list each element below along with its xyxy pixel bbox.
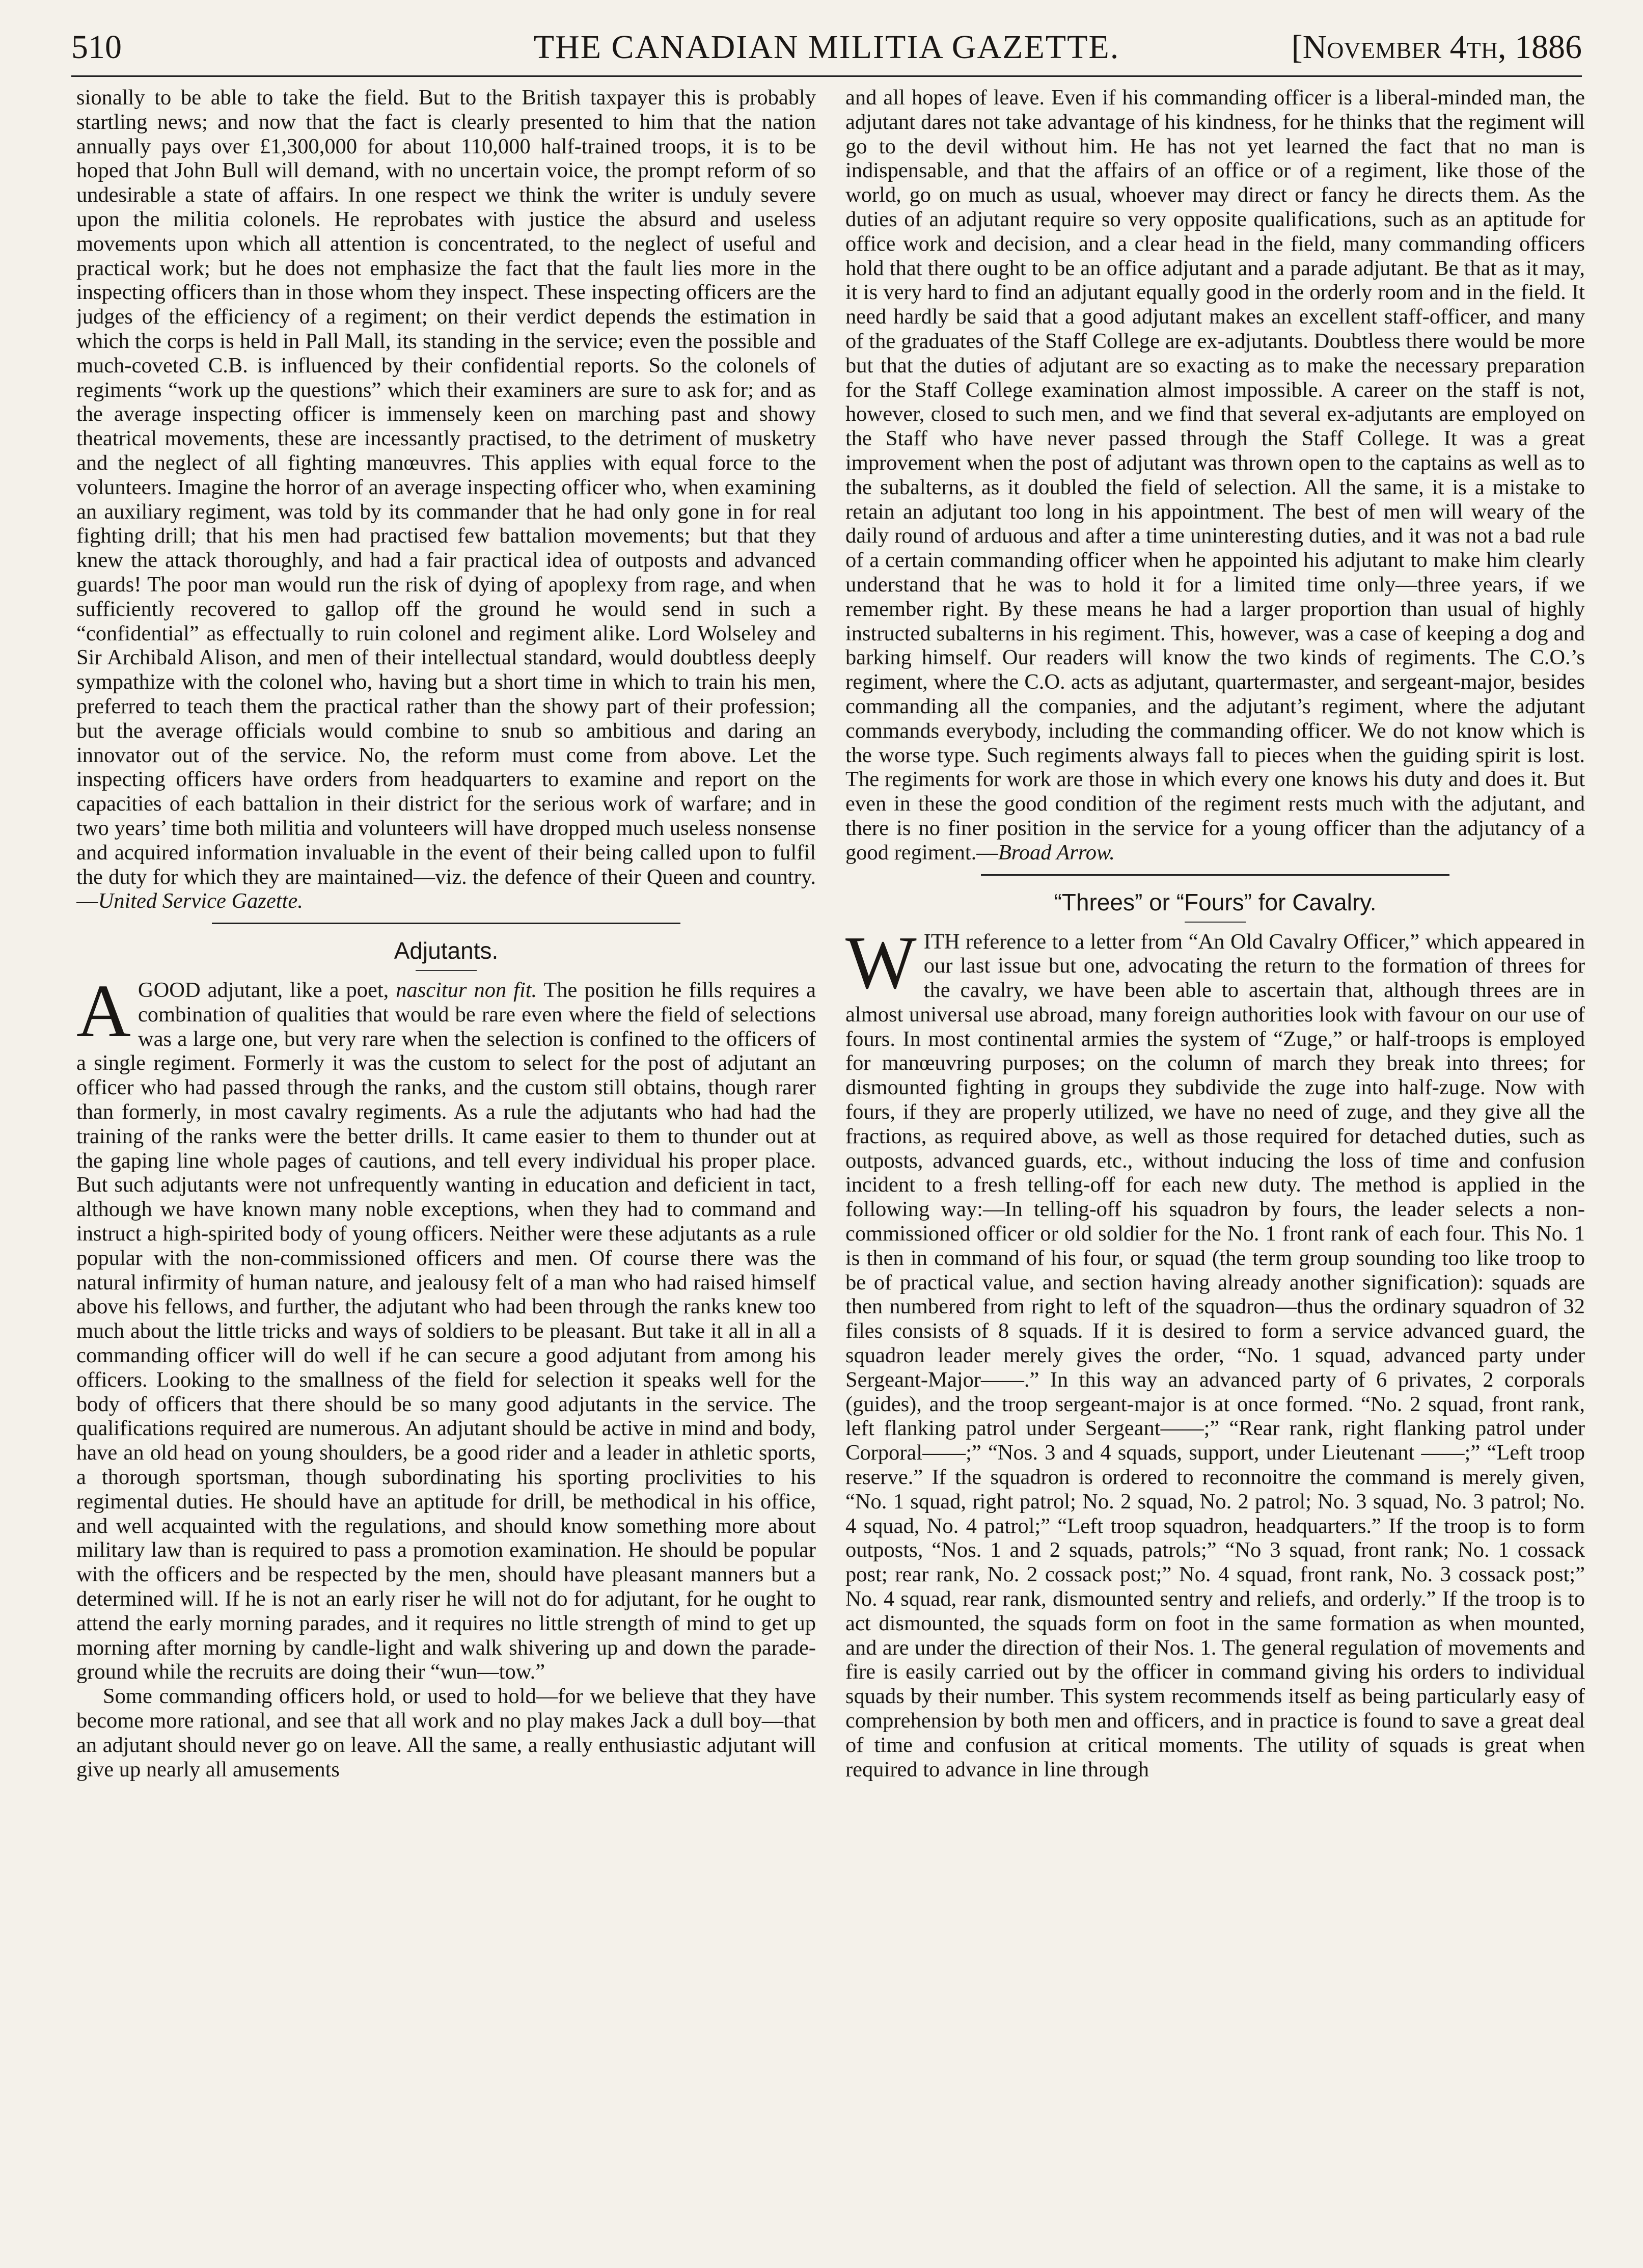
adjutants-para1-rest: The position he fills requires a combination of qualities that would be rare even where the field of selections was a large one, but very rare when the selection is confined to the officers of a single regiment. Formerly it was the custom to select for the post of adjutant an officer who had passed through the ranks, and the custom still obtains, though rarer than formerly, in most cavalry regiments. As a rule the adjutants who had had the training of the ranks were the better drills. It came easier to them to thunder out at the gaping line whole pages of cautions, and tell every individual his proper place. But such adjutants were not unfrequently wanting in education and deficient in tact, although we have known many noble exceptions, when they had to command and instruct a high-spirited body of young officers. Neither were these adjutants as a rule popular with the non-commissioned officers and men. Of course there was the natural infirmity of human nature, and jealousy felt of a man who had raised himself above his fellows, and further, the adjutant who had been through the ranks knew too much about the little tricks and ways of soldiers to be pleasant. But take it all in all a commanding officer will do well if he can secure a good adjutant from among his officers. Looking to the smallness of the field for selection it speaks well for the body of officers that there should be so many good adjutants in the service. The qualifications required are numerous. An adjutant should be active in mind and body, have an old head on young shoulders, be a good rider and a leader in athletic sports, a thorough sportsman, though subordinating his sporting proclivities to his regimental duties. He should have an aptitude for drill, be methodical in his office, and well acquainted with the regulations, and should know something more about military law than is required to pass a promotion examination. He should be popular with the officers and be respected by the men, should have pleasant manners but a determined will. If he is not an early riser he will not do for adjutant, for he ought to attend the early morning parades, and it requires no little strength of mind to get up morning after morning by candle-light and walk shivering up and down the parade-ground while the recruits are doing their “wun—tow.” [76,978,816,1684]
heading-underline [416,970,477,971]
page-header [71,19,1582,77]
page-number: 510 [71,29,122,66]
cavalry-heading: “Threes” or “Fours” for Cavalry. [1054,888,1377,915]
adjutants-source: Broad Arrow. [998,840,1115,865]
left-column [76,86,816,2251]
intro-text: sionally to be able to take the field. But to the British taxpayer this is probably startling news; and now that the fact is clearly presented to him that the nation annually pays over £1,300,000 for about 110,000 half-trained troops, it is to be hoped that John Bull will demand, with no uncertain voice, the prompt reform of so undesirable a state of affairs. In one respect we think the writer is unduly severe upon the militia colonels. He reprobates with justice the absurd and useless movements upon which all attention is concentrated, to the neglect of useful and practical work; but he does not emphasize the fact that the fault lies more in the inspecting officers than in those whom they inspect. These inspecting officers are the judges of the efficiency of a regiment; on their verdict depends the estimation in which the corps is held in Pall Mall, its standing in the service; even the possible and much-coveted C.B. is influenced by their confidential reports. So the colonels of regiments “work up the questions” which their examiners are sure to ask for; and as the average inspecting officer is immensely keen on marching past and showy theatrical movements, these are incessantly practised, to the detriment of musketry and the neglect of all fighting manœuvres. This applies with equal force to the volunteers. Imagine the horror of an average inspecting officer who, when examining an auxiliary regiment, was told by its commander that he had only gone in for real fighting drill; that his men had practised few battalion movements; but that they knew the attack thoroughly, and had a fair practical idea of outposts and advanced guards! The poor man would run the risk of dying of apoplexy from rage, and when sufficiently recovered to gallop off the ground he would send in such a “confidential” as effectually to ruin colonel and regiment alike. Lord Wolseley and Sir Archibald Alison, and men of their intellectual standard, would doubtless deeply sympathize with the colonel who, having but a short time in which to train his men, preferred to teach them the practical rather than the showy part of their profession; but the average officials would combine to snub so ambitious and daring an innovator out of the service. No, the reform must come from above. Let the inspecting officers have orders from headquarters to examine and report on the capacities of each battalion in their district for the serious work of warfare; and in two years’ time both militia and volunteers will have dropped much useless nonsense and acquired information invaluable in the event of their being called upon to fulfil the duty for which they are maintained—viz. the defence of their Queen and country.— [76,86,816,913]
intro-source: United Service Gazette. [98,889,303,913]
right-column [845,86,1585,2251]
section-rule [212,923,680,924]
issue-date: [November 4th, 1886 [1291,29,1582,66]
adjutants-para1-start: GOOD adjutant, like a poet, [138,978,396,1003]
adjutants-paragraph-1 [76,969,816,1684]
cavalry-paragraph [845,921,1585,1782]
adjutants-paragraph-2: Some commanding officers hold, or used to hold—for we believe that they have become more rational, and see that all work and no play makes Jack a dull boy—that an adjutant should never go on leave. All the same, a really enthusiastic adjutant will give up nearly all amusements [76,1684,816,1781]
cavalry-body: ITH reference to a letter from “An Old Cavalry Officer,” which appeared in our last issue but one, advocating the return to the formation of threes for the cavalry, we have been able to ascertain that, although threes are in almost universal use abroad, many foreign authorities look with favour on our use of fours. In most continental armies the system of “Zuge,” or half-troops is employed for manœuvring purposes; on the column of march they break into threes; for dismounted fighting in groups they subdivide the zuge into half-zuge. Now with fours, if they are properly utilized, we have no need of zuge, and they give all the fractions, as required above, as well as those required for detached duties, such as outposts, advanced guards, etc., without inducing the loss of time and confusion incident to a fresh telling-off for each new duty. The method is applied in the following way:—In telling-off his squadron by fours, the leader selects a non-commissioned officer or old soldier for the No. 1 front rank of each four. This No. 1 is then in command of his four, or squad (the term group sounding too like troop to be of practical value, and section having already another signification): squads are then numbered from right to left of the squadron—thus the ordinary squadron of 32 files consists of 8 squads. If it is desired to form a service advanced guard, the squadron leader merely gives the order, “No. 1 squad, advanced party under Sergeant-Major——.” In this way an advanced party of 6 privates, 2 corporals (guides), and the troop sergeant-major is at once formed. “No. 2 squad, front rank, left flanking patrol under Sergeant——;” “Rear rank, right flanking patrol under Corporal——;” “Nos. 3 and 4 squads, support, under Lieutenant ——;” “Left troop reserve.” If the squadron is ordered to reconnoitre the command is merely given, “No. 1 squad, right patrol; No. 2 squad, No. 2 patrol; No. 3 squad, No. 3 patrol; No. 4 squad, No. 4 patrol;” “Left troop squadron, headquarters.” If the troop is to form outposts, “Nos. 1 and 2 squads, patrols;” “No 3 squad, front rank; No. 1 cossack post; rear rank, No. 2 cossack post;” No. 4 squad, front rank, No. 3 cossack post;” No. 4 squad, rear rank, dismounted sentry and reliefs, and orderly.” If the troop is to act dismounted, the squads form on foot in the same formation as when mounted, and are under the direction of their Nos. 1. The general regulation of movements and fire is easily carried out by the officer in command giving his orders to individual squads by their number. This system recommends itself as being particularly easy of comprehension by both men and officers, and in practice is found to save a great deal of time and confusion at critical moments. The utility of squads is great when required to advance in line through [845,929,1585,1781]
section-rule [981,874,1449,876]
adjutants-continued-paragraph [845,86,1585,865]
masthead-title: THE CANADIAN MILITIA GAZETTE. [533,29,1120,66]
adjutants-drop-cap: A [76,969,131,1054]
adjutants-latin-phrase: nascitur non fit. [396,978,537,1003]
adjutants-heading: Adjutants. [394,937,499,964]
article-intro-paragraph [76,86,816,913]
heading-underline [1185,922,1246,923]
adjutants-continued-text: and all hopes of leave. Even if his commanding officer is a liberal-minded man, the adjutant dares not take advantage of his kindness, for he thinks that the regiment will go to the devil without him. He has not yet learned the fact that no man is indispensable, and that the affairs of an office or of a regiment, like those of the world, go on much as usual, whoever may direct or fancy he directs them. As the duties of an adjutant require so very opposite qualifications, such as an aptitude for office work and decision, and a clear head in the field, many commanding officers hold that there ought to be an office adjutant and a parade adjutant. Be that as it may, it is very hard to find an adjutant equally good in the orderly room and in the field. It need hardly be said that a good adjutant makes an excellent staff-officer, and many of the graduates of the Staff College are ex-adjutants. Doubtless there would be more but that the duties of adjutant are so exacting as to make the necessary preparation for the Staff College examination almost impossible. A career on the staff is not, however, closed to such men, and we find that several ex-adjutants are employed on the Staff who have never passed through the Staff College. It was a great improvement when the post of adjutant was thrown open to the captains as well as to the subalterns, as it doubled the field of selection. All the same, it is a mistake to retain an adjutant too long in his appointment. The best of men will weary of the daily round of arduous and after a time uninteresting duties, and it was not a bad rule of a certain commanding officer when he appointed his adjutant to make him clearly understand that he was to hold it for a limited time only—three years, if we remember right. By these means he had a larger proportion than usual of highly instructed subalterns in his regiment. This, however, was a case of keeping a dog and barking himself. Our readers will know the two kinds of regiments. The C.O.’s regiment, where the C.O. acts as adjutant, quartermaster, and sergeant-major, besides commanding all the companies, and the adjutant’s regiment, where the adjutant commands everybody, including the commanding officer. We do not know which is the worse type. Such regiments always fall to pieces when the guiding spirit is lost. The regiments for work are those in which every one knows his duty and does it. But even in these the good condition of the regiment rests much with the adjutant, and there is no finer position in the service for a young officer than the adjutancy of a good regiment.— [845,86,1585,865]
cavalry-drop-cap: W [845,921,917,1005]
